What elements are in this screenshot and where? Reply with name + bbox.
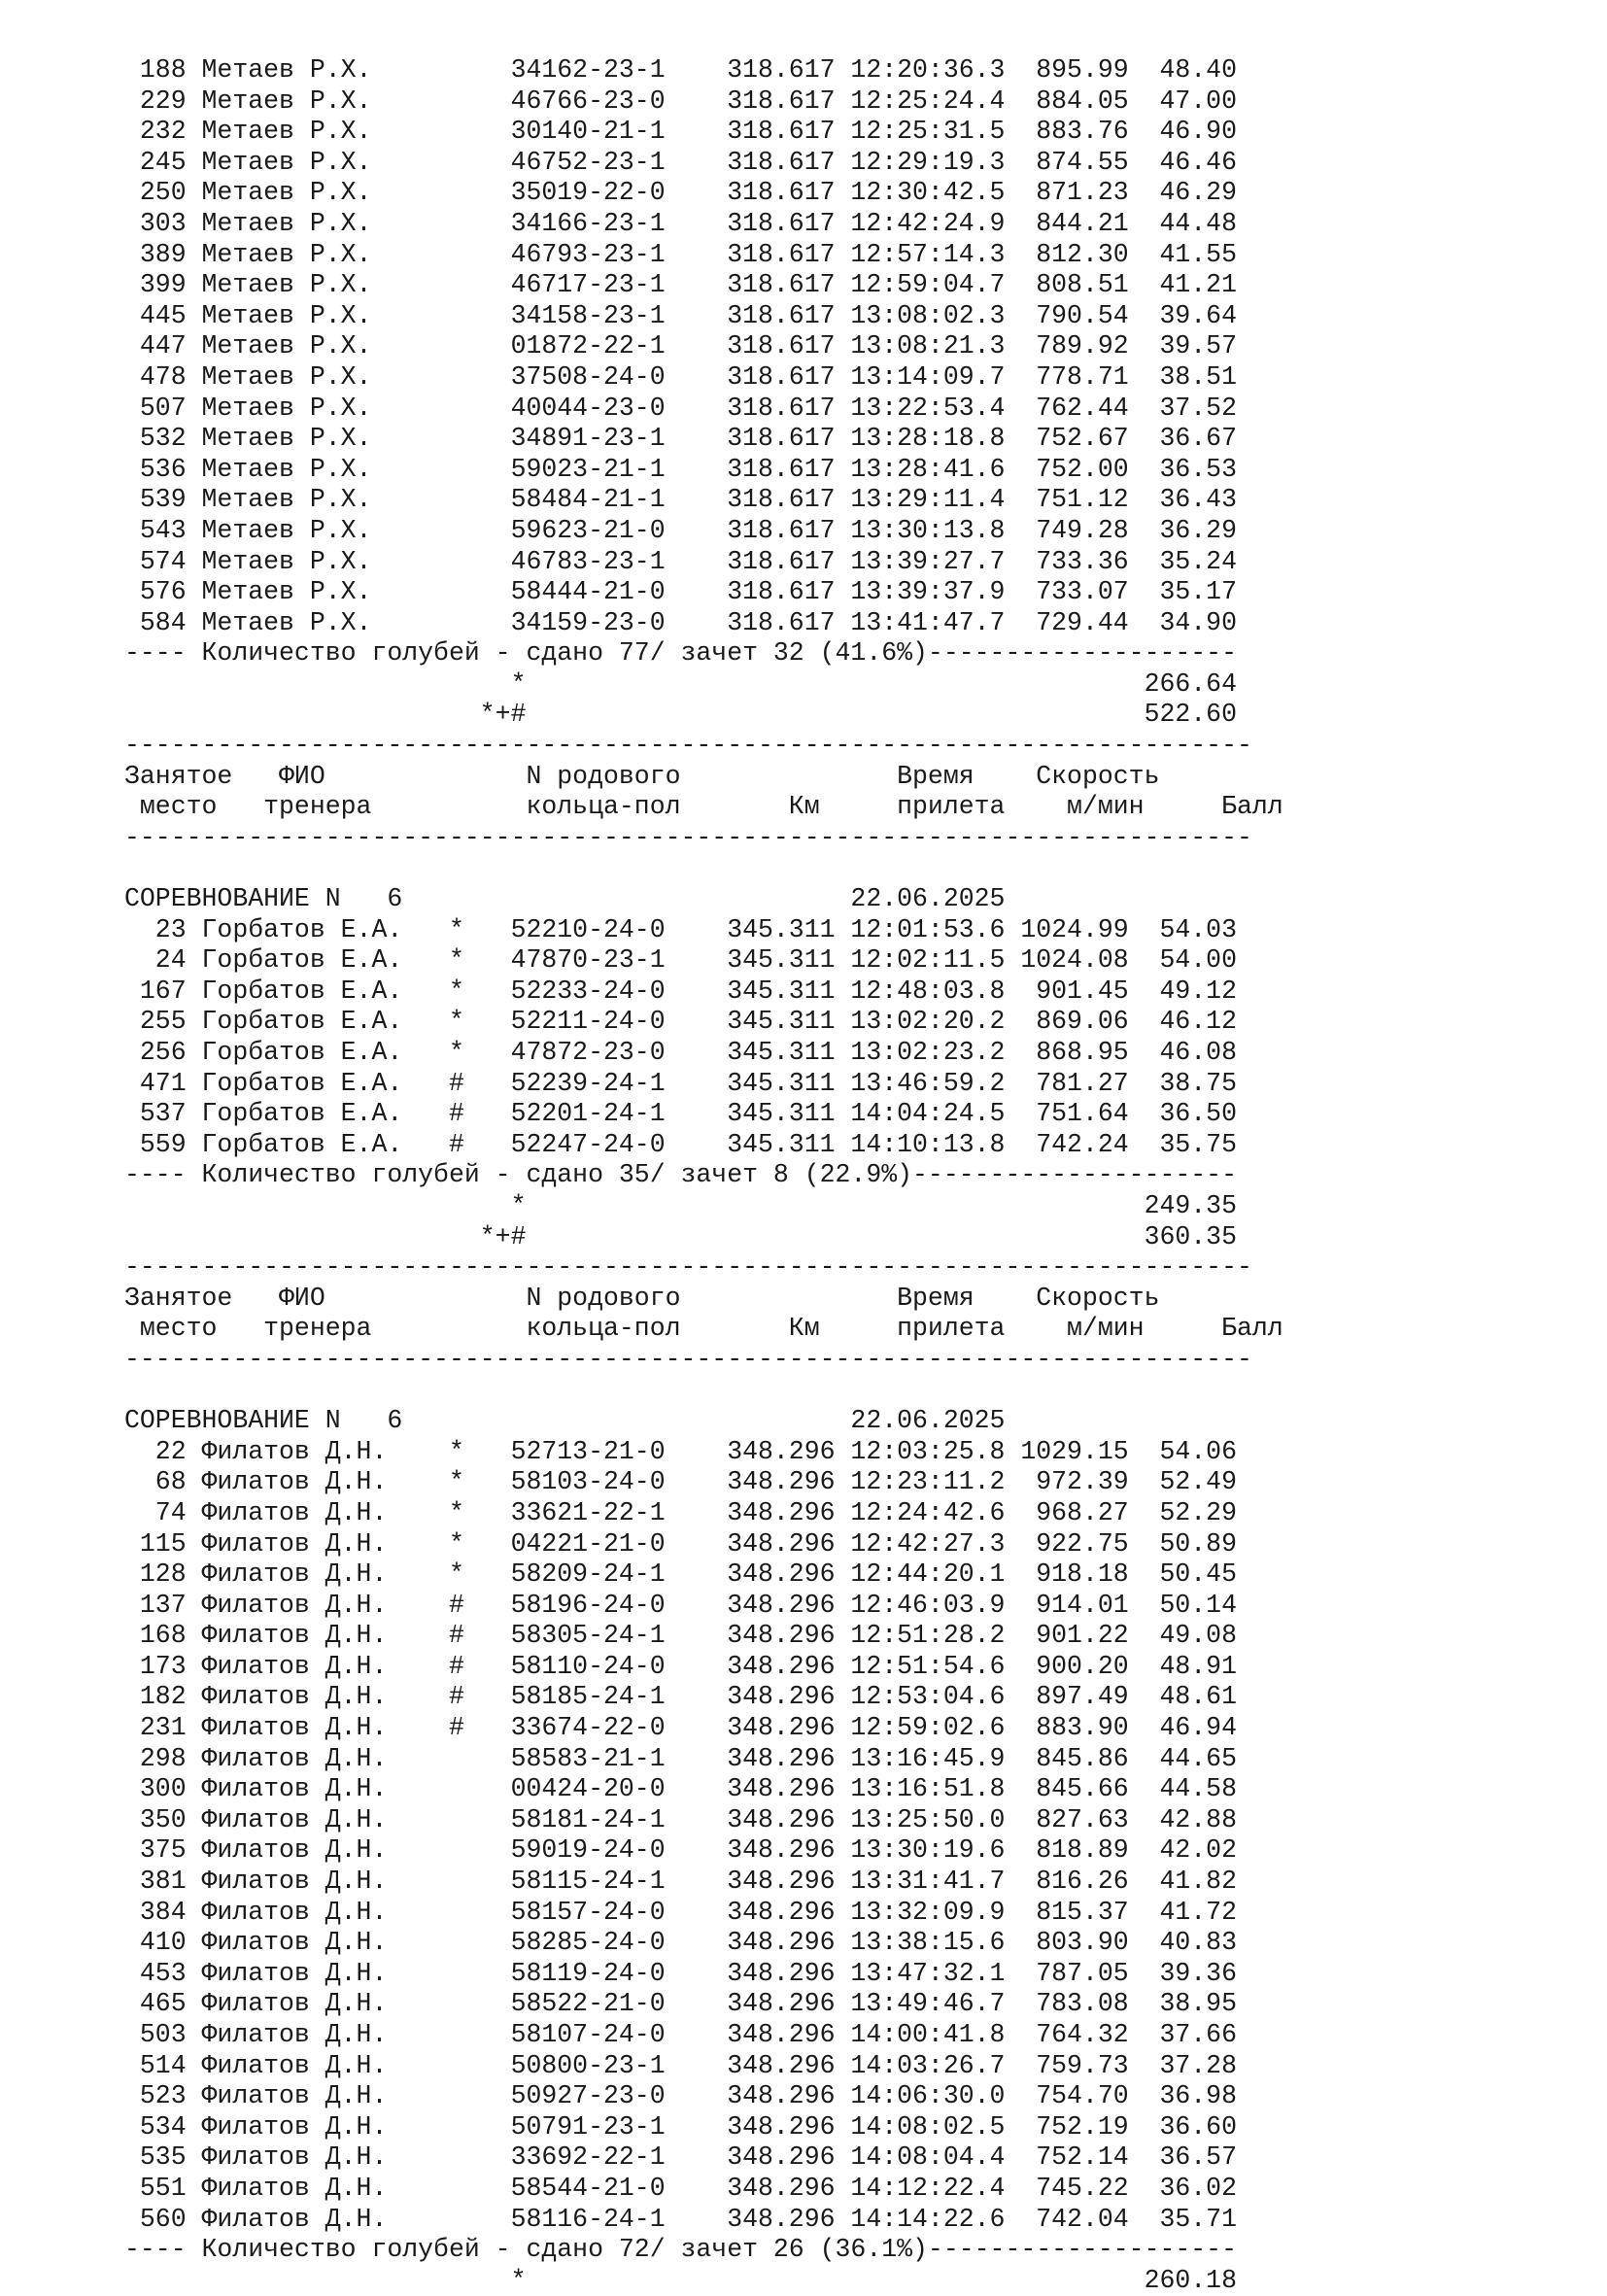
- column-header-line1: Занятое ФИО N родового Время Скорость: [124, 1283, 1160, 1313]
- result-row: 167 Горбатов Е.А. * 52233-24-0 345.311 12:48:03.8 901.45 49.12: [124, 976, 1237, 1006]
- result-row: 471 Горбатов Е.А. # 52239-24-1 345.311 13:46:59.2 781.27 38.75: [124, 1068, 1237, 1098]
- result-row: 231 Филатов Д.Н. # 33674-22-0 348.296 12:59:02.6 883.90 46.94: [124, 1713, 1237, 1743]
- result-row: 24 Горбатов Е.А. * 47870-23-1 345.311 12:02:11.5 1024.08 54.00: [124, 945, 1237, 976]
- result-row: 250 Метаев Р.Х. 35019-22-0 318.617 12:30:42.5 871.23 46.29: [124, 178, 1237, 208]
- result-row: 537 Горбатов Е.А. # 52201-24-1 345.311 14:04:24.5 751.64 36.50: [124, 1099, 1237, 1129]
- total-star-plus-hash-line: *+# 360.35: [124, 1221, 1237, 1251]
- result-row: 74 Филатов Д.Н. * 33621-22-1 348.296 12:24:42.6 968.27 52.29: [124, 1497, 1237, 1527]
- result-row: 255 Горбатов Е.А. * 52211-24-0 345.311 13:02:20.2 869.06 46.12: [124, 1007, 1237, 1037]
- result-row: 478 Метаев Р.Х. 37508-24-0 318.617 13:14:09.7 778.71 38.51: [124, 361, 1237, 392]
- summary-line: ---- Количество голубей - сдано 35/ зачет 8 (22.9%)---------------------: [124, 1160, 1237, 1190]
- competition-title: СОРЕВНОВАНИЕ N 6 22.06.2025: [124, 1406, 1006, 1436]
- result-row: 410 Филатов Д.Н. 58285-24-0 348.296 13:38:15.6 803.90 40.83: [124, 1928, 1237, 1958]
- result-row: 447 Метаев Р.Х. 01872-22-1 318.617 13:08:21.3 789.92 39.57: [124, 331, 1237, 361]
- result-row: 453 Филатов Д.Н. 58119-24-0 348.296 13:47:32.1 787.05 39.36: [124, 1958, 1237, 1988]
- result-row: 256 Горбатов Е.А. * 47872-23-0 345.311 13:02:23.2 868.95 46.08: [124, 1038, 1237, 1067]
- result-row: 445 Метаев Р.Х. 34158-23-1 318.617 13:08:02.3 790.54 39.64: [124, 300, 1237, 330]
- result-row: 22 Филатов Д.Н. * 52713-21-0 348.296 12:03:25.8 1029.15 54.06: [124, 1436, 1237, 1466]
- divider: -------------------------------------------------------------------------: [124, 1344, 1252, 1374]
- result-row: 384 Филатов Д.Н. 58157-24-0 348.296 13:32:09.9 815.37 41.72: [124, 1897, 1237, 1927]
- result-row: 168 Филатов Д.Н. # 58305-24-1 348.296 12:51:28.2 901.22 49.08: [124, 1621, 1237, 1651]
- summary-line: ---- Количество голубей - сдано 77/ зачет 32 (41.6%)--------------------: [124, 638, 1237, 668]
- result-row: 128 Филатов Д.Н. * 58209-24-1 348.296 12:44:20.1 918.18 50.45: [124, 1559, 1237, 1590]
- divider: -------------------------------------------------------------------------: [124, 822, 1252, 852]
- result-row: 115 Филатов Д.Н. * 04221-21-0 348.296 12:42:27.3 922.75 50.89: [124, 1528, 1237, 1559]
- result-row: 68 Филатов Д.Н. * 58103-24-0 348.296 12:23:11.2 972.39 52.49: [124, 1467, 1237, 1497]
- result-row: 559 Горбатов Е.А. # 52247-24-0 345.311 14:10:13.8 742.24 35.75: [124, 1129, 1237, 1159]
- result-row: 229 Метаев Р.Х. 46766-23-0 318.617 12:25:24.4 884.05 47.00: [124, 86, 1237, 116]
- result-row: 507 Метаев Р.Х. 40044-23-0 318.617 13:22:53.4 762.44 37.52: [124, 393, 1237, 423]
- results-printout: [124, 55, 1485, 2296]
- result-row: 465 Филатов Д.Н. 58522-21-0 348.296 13:49:46.7 783.08 38.95: [124, 1989, 1237, 2019]
- summary-line: ---- Количество голубей - сдано 72/ зачет 26 (36.1%)--------------------: [124, 2235, 1237, 2265]
- result-row: 399 Метаев Р.Х. 46717-23-1 318.617 12:59:04.7 808.51 41.21: [124, 270, 1237, 300]
- column-header-line2: место тренера кольца-пол Км прилета м/мин Балл: [124, 1314, 1283, 1344]
- result-row: 245 Метаев Р.Х. 46752-23-1 318.617 12:29:19.3 874.55 46.46: [124, 147, 1237, 177]
- column-header-block: [124, 731, 1485, 853]
- result-row: 532 Метаев Р.Х. 34891-23-1 318.617 13:28:18.8 752.67 36.67: [124, 424, 1237, 454]
- result-row: 232 Метаев Р.Х. 30140-21-1 318.617 12:25:31.5 883.76 46.90: [124, 117, 1237, 147]
- result-row: 137 Филатов Д.Н. # 58196-24-0 348.296 12:46:03.9 914.01 50.14: [124, 1590, 1237, 1620]
- divider: -------------------------------------------------------------------------: [124, 1252, 1252, 1283]
- result-row: 536 Метаев Р.Х. 59023-21-1 318.617 13:28:41.6 752.00 36.53: [124, 454, 1237, 484]
- result-row: 539 Метаев Р.Х. 58484-21-1 318.617 13:29:11.4 751.12 36.43: [124, 485, 1237, 515]
- result-row: 182 Филатов Д.Н. # 58185-24-1 348.296 12:53:04.6 897.49 48.61: [124, 1682, 1237, 1712]
- result-row: 574 Метаев Р.Х. 46783-23-1 318.617 13:39:27.7 733.36 35.24: [124, 546, 1237, 576]
- result-row: 584 Метаев Р.Х. 34159-23-0 318.617 13:41:47.7 729.44 34.90: [124, 607, 1237, 637]
- result-row: 350 Филатов Д.Н. 58181-24-1 348.296 13:25:50.0 827.63 42.88: [124, 1804, 1237, 1834]
- result-row: 300 Филатов Д.Н. 00424-20-0 348.296 13:16:51.8 845.66 44.58: [124, 1774, 1237, 1804]
- result-row: 535 Филатов Д.Н. 33692-22-1 348.296 14:08:04.4 752.14 36.57: [124, 2142, 1237, 2173]
- total-star-line: * 260.18: [124, 2265, 1237, 2295]
- column-header-block: [124, 1252, 1485, 1375]
- total-star-plus-hash-line: *+# 522.60: [124, 700, 1237, 730]
- result-row: 576 Метаев Р.Х. 58444-21-0 318.617 13:39:37.9 733.07 35.17: [124, 577, 1237, 607]
- result-row: 389 Метаев Р.Х. 46793-23-1 318.617 12:57:14.3 812.30 41.55: [124, 239, 1237, 269]
- result-row: 23 Горбатов Е.А. * 52210-24-0 345.311 12:01:53.6 1024.99 54.03: [124, 914, 1237, 944]
- blank-line: [124, 1376, 1485, 1407]
- result-row: 503 Филатов Д.Н. 58107-24-0 348.296 14:00:41.8 764.32 37.66: [124, 2020, 1237, 2049]
- divider: -------------------------------------------------------------------------: [124, 731, 1252, 761]
- total-star-line: * 266.64: [124, 668, 1237, 699]
- result-row: 375 Филатов Д.Н. 59019-24-0 348.296 13:30:19.6 818.89 42.02: [124, 1835, 1237, 1866]
- section-gorbatov: [124, 853, 1485, 1252]
- column-header-line1: Занятое ФИО N родового Время Скорость: [124, 761, 1160, 791]
- column-header-line2: место тренера кольца-пол Км прилета м/мин Балл: [124, 792, 1283, 822]
- result-row: 173 Филатов Д.Н. # 58110-24-0 348.296 12:51:54.6 900.20 48.91: [124, 1651, 1237, 1681]
- blank-line: [124, 853, 1485, 884]
- result-row: 543 Метаев Р.Х. 59623-21-0 318.617 13:30:13.8 749.28 36.29: [124, 515, 1237, 545]
- result-row: 523 Филатов Д.Н. 50927-23-0 348.296 14:06:30.0 754.70 36.98: [124, 2081, 1237, 2111]
- section-filatov: [124, 1376, 1485, 2296]
- competition-title: СОРЕВНОВАНИЕ N 6 22.06.2025: [124, 884, 1006, 914]
- result-row: 303 Метаев Р.Х. 34166-23-1 318.617 12:42:24.9 844.21 44.48: [124, 208, 1237, 238]
- result-row: 298 Филатов Д.Н. 58583-21-1 348.296 13:16:45.9 845.86 44.65: [124, 1743, 1237, 1773]
- section-metaev: [124, 55, 1485, 731]
- result-row: 551 Филатов Д.Н. 58544-21-0 348.296 14:12:22.4 745.22 36.02: [124, 2173, 1237, 2203]
- result-row: 188 Метаев Р.Х. 34162-23-1 318.617 12:20:36.3 895.99 48.40: [124, 55, 1237, 85]
- total-star-line: * 249.35: [124, 1190, 1237, 1220]
- result-row: 560 Филатов Д.Н. 58116-24-1 348.296 14:14:22.6 742.04 35.71: [124, 2204, 1237, 2234]
- result-row: 534 Филатов Д.Н. 50791-23-1 348.296 14:08:02.5 752.19 36.60: [124, 2111, 1237, 2142]
- result-row: 514 Филатов Д.Н. 50800-23-1 348.296 14:03:26.7 759.73 37.28: [124, 2050, 1237, 2080]
- result-row: 381 Филатов Д.Н. 58115-24-1 348.296 13:31:41.7 816.26 41.82: [124, 1867, 1237, 1897]
